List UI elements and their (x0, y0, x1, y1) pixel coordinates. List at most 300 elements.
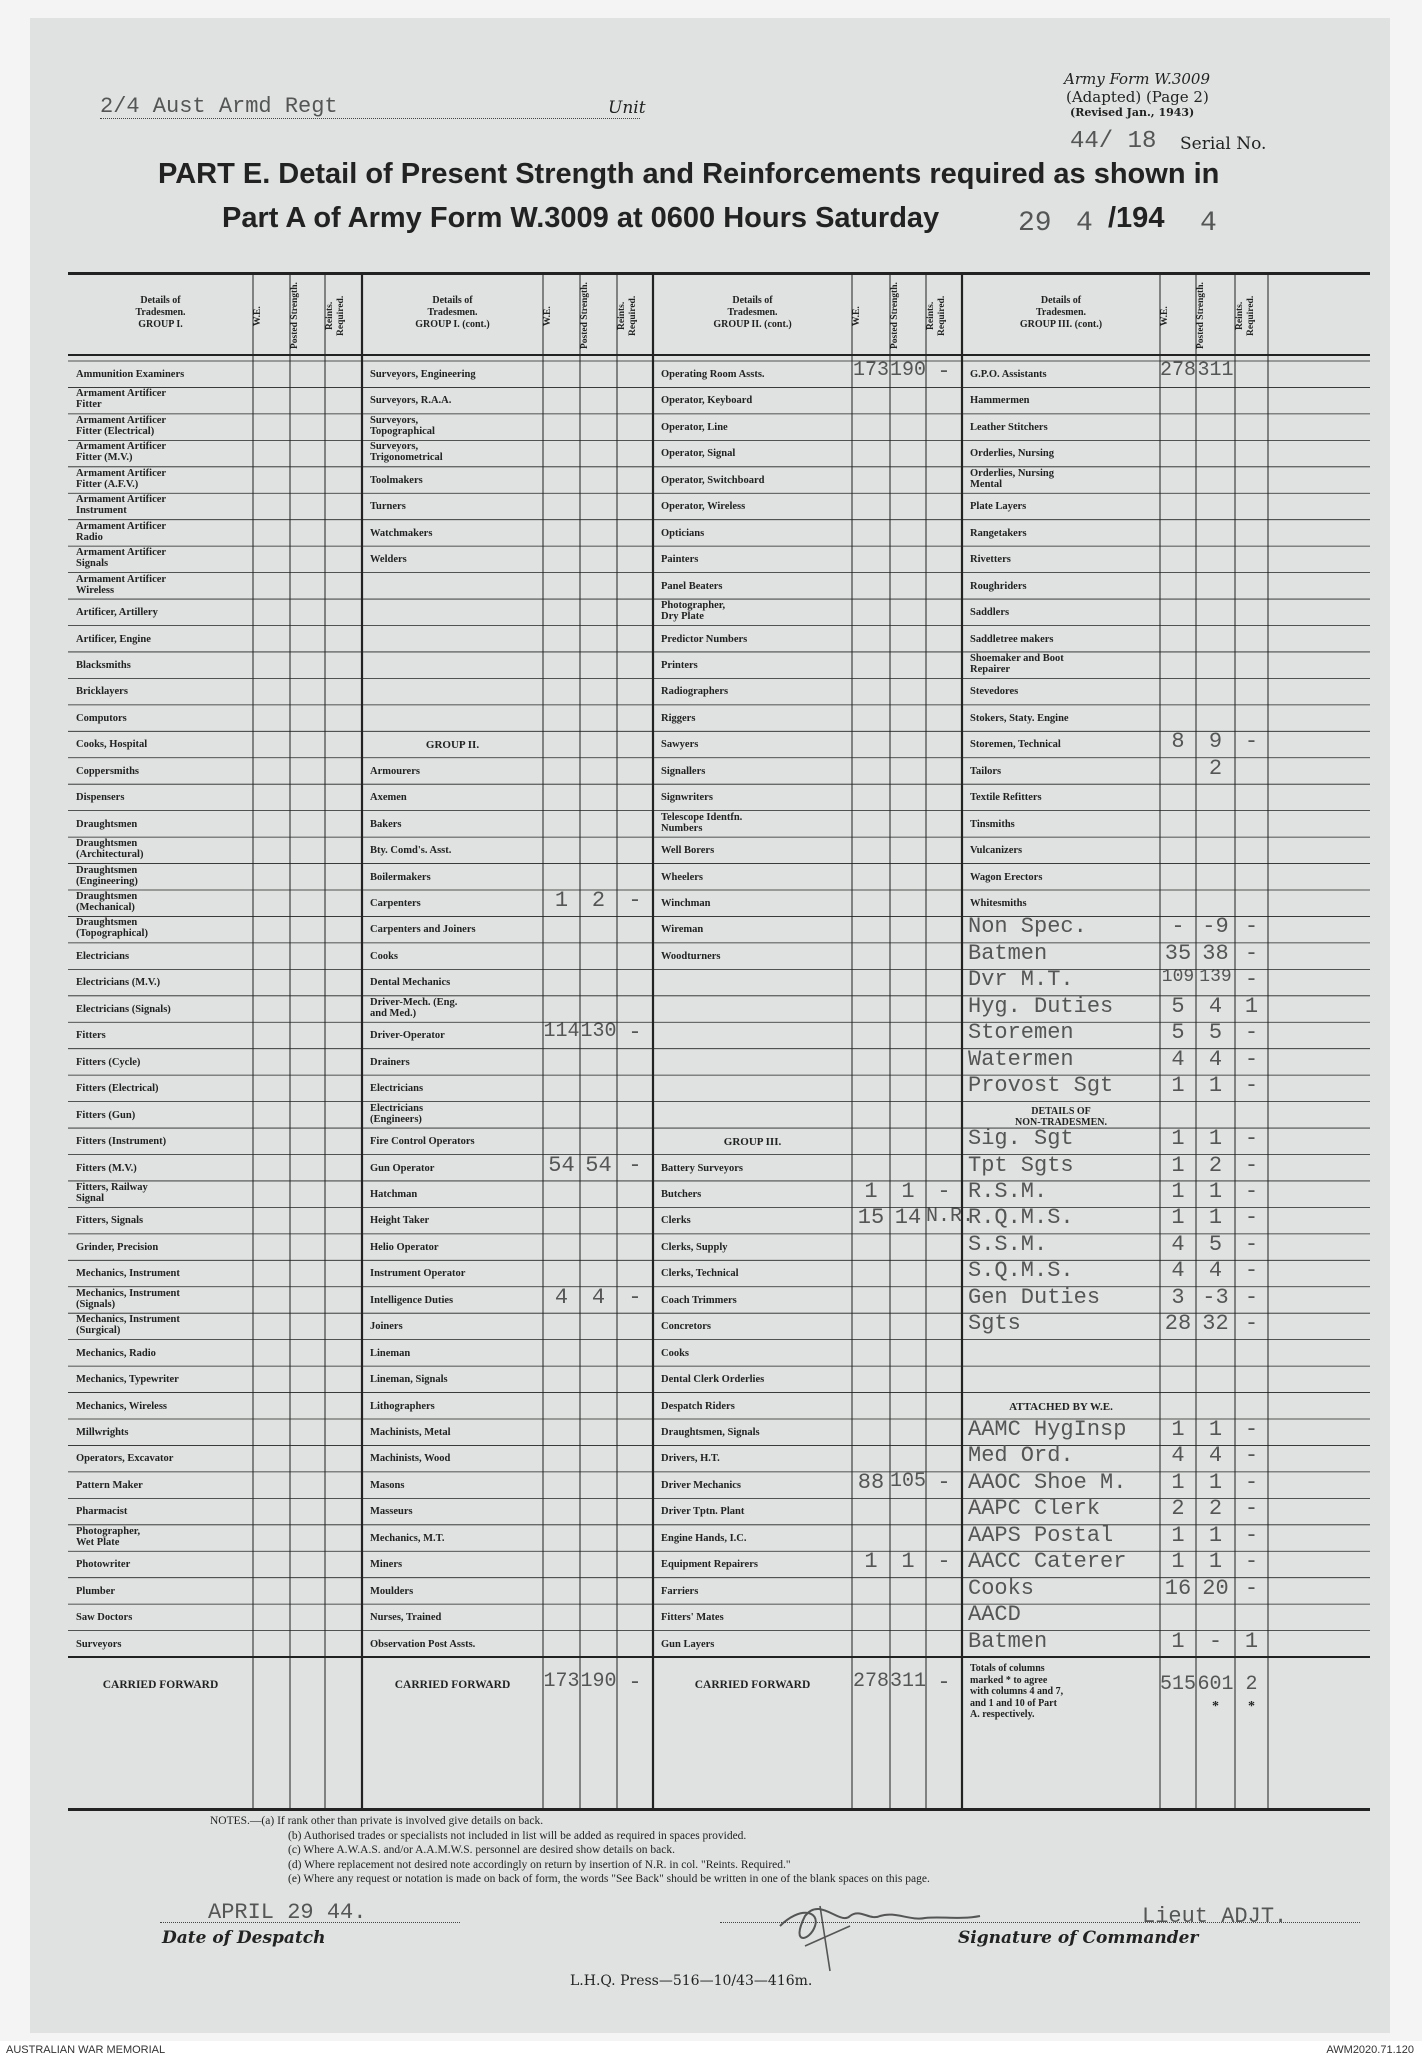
unit-dotted-line (100, 118, 640, 119)
group3-cont-label: Tailors (970, 765, 1002, 777)
archive-name: AUSTRALIAN WAR MEMORIAL (6, 2044, 166, 2056)
attached-label: AAOC Shoe M. (968, 1469, 1127, 1495)
attached-label: Med Ord. (968, 1443, 1074, 1469)
group2-cont-label: Riggers (661, 712, 696, 724)
carried-forward-g2-cont-value: - (937, 1669, 951, 1695)
group-header: Details of Tradesmen. GROUP II. (cont.) (713, 295, 792, 330)
group1-cont-label: Lithographers (370, 1400, 435, 1412)
strength-table (68, 272, 1370, 1811)
carried-forward-g1: CARRIED FORWARD (102, 1679, 219, 1692)
attached-req: - (1244, 1575, 1259, 1601)
note-line: (c) Where A.W.A.S. and/or A.A.M.W.S. personnel are desired show details on back. (288, 1844, 675, 1856)
intelligence-duties-entry: 4 (591, 1284, 606, 1310)
group1-label: Draughtsmen (Engineering) (76, 864, 138, 887)
non-tradesmen-posted: 4 (1208, 993, 1223, 1019)
attached-req: - (1244, 1443, 1259, 1469)
non-tradesmen-posted: 5 (1208, 1231, 1223, 1257)
note-line: (e) Where any request or notation is made on back of form, the words "See Back" should be written in one of the blank spaces on this page. (288, 1873, 930, 1885)
attached-label: Batmen (968, 1628, 1048, 1654)
date-year: 4 (1200, 208, 1217, 239)
attached-label: AAPS Postal (968, 1522, 1114, 1548)
group3-cont-label: Stokers, Staty. Engine (970, 712, 1069, 724)
group2-cont-label: Battery Surveyors (661, 1162, 743, 1174)
form-adapted: (Adapted) (Page 2) (1066, 88, 1209, 106)
non-tradesmen-we: 1 (1171, 1178, 1185, 1204)
group1-label: Draughtsmen (Topographical) (76, 917, 148, 940)
non-tradesmen-posted: 1 (1208, 1205, 1223, 1231)
non-tradesmen-we: 28 (1164, 1311, 1192, 1337)
unit-value: 2/4 Aust Armd Regt (100, 94, 338, 119)
group3-cont-label: Tinsmiths (970, 818, 1015, 830)
intelligence-duties-entry: 4 (554, 1284, 569, 1310)
totals-asterisk: * (1248, 1699, 1255, 1715)
group3-cont-label: Whitesmiths (970, 898, 1027, 909)
group3-cont-label: Shoemaker and Boot Repairer (970, 652, 1064, 675)
group1-label: Fitters (Instrument) (76, 1136, 167, 1148)
carried-forward-g2-cont-value: 278 (852, 1669, 889, 1693)
group2-cont-label: Coach Trimmers (661, 1294, 737, 1306)
group1-cont-label: Driver-Operator (370, 1030, 445, 1042)
serial-label: Serial No. (1180, 134, 1267, 154)
non-tradesmen-req: - (1244, 1020, 1259, 1046)
attached-posted: 1 (1208, 1469, 1223, 1495)
group1-cont-label: Miners (370, 1559, 403, 1571)
gun-operator-entry: - (628, 1152, 642, 1178)
intelligence-duties-entry: - (628, 1284, 642, 1310)
non-tradesmen-label: Sgts (968, 1311, 1021, 1337)
attached-label: Cooks (968, 1575, 1035, 1601)
commander-signature (760, 1886, 990, 1976)
operating-room-entry: 173 (852, 359, 889, 382)
group1-cont-label: Lineman (370, 1347, 411, 1359)
non-tradesmen-posted: 4 (1208, 1258, 1223, 1284)
group3-cont-label: Orderlies, Nursing Mental (970, 467, 1054, 490)
group1-cont-label: Carpenters (370, 898, 421, 909)
group1-cont-label: Driver-Mech. (Eng. and Med.) (370, 996, 458, 1019)
group-header: Details of Tradesmen. GROUP I. (135, 295, 186, 330)
driver-operator-entry: 130 (580, 1020, 617, 1044)
group1-cont-label: Electricians (370, 1083, 424, 1095)
attached-posted: 20 (1202, 1575, 1229, 1601)
group1-cont-label: Observation Post Assts. (370, 1638, 476, 1650)
non-tradesmen-req: - (1244, 1152, 1259, 1178)
clerks-entry: 15 (857, 1205, 885, 1231)
group2-cont-label: Engine Hands, I.C. (661, 1532, 747, 1544)
group1-label: Millwrights (76, 1427, 129, 1438)
driver-operator-entry: - (628, 1020, 642, 1046)
butchers-entry: 1 (901, 1178, 915, 1204)
gun-operator-entry: 54 (585, 1152, 612, 1178)
non-tradesmen-req: - (1244, 1231, 1259, 1257)
group1-cont-label: Surveyors, Topographical (370, 414, 435, 437)
carpenters-entry: 1 (554, 888, 569, 913)
group2-cont-label: Operator, Line (661, 421, 728, 433)
group2-cont-label: Clerks, Technical (661, 1268, 739, 1280)
group2-cont-label: Painters (661, 554, 699, 566)
signature-label: Signature of Commander (958, 1928, 1199, 1948)
non-tradesmen-heading: DETAILS OF NON-TRADESMEN. (1015, 1105, 1107, 1128)
non-tradesmen-we: - (1171, 914, 1185, 940)
group3-cont-label: Vulcanizers (970, 845, 1023, 857)
column-posted-strength: Posted Strength. (890, 282, 900, 350)
attached-label: AAMC HygInsp (968, 1417, 1127, 1442)
driver-mechanics-entry: - (937, 1469, 951, 1495)
non-tradesmen-req: - (1244, 1258, 1259, 1284)
group2-cont-label: Equipment Repairers (661, 1559, 758, 1571)
group2-cont-label: Signwriters (661, 792, 713, 804)
group1-label: Mechanics, Wireless (76, 1400, 167, 1412)
attached-req: 1 (1244, 1628, 1259, 1654)
non-tradesmen-posted: 1 (1208, 1126, 1223, 1152)
non-tradesmen-posted: 139 (1199, 967, 1232, 988)
group1-cont-label: Welders (370, 554, 407, 566)
column-reints-required: Reints. Required. (325, 295, 346, 337)
note-line: (d) Where replacement not desired note accordingly on return by insertion of N.R. in col. "Reints. Required." (288, 1858, 791, 1871)
non-tradesmen-label: Batmen (968, 940, 1048, 966)
group3-cont-label: Hammermen (970, 395, 1030, 407)
carried-forward-g1-cont: CARRIED FORWARD (394, 1679, 511, 1692)
attached-req: - (1244, 1469, 1259, 1495)
group2-cont-label: Butchers (661, 1188, 702, 1200)
carried-forward-g1-cont-value: 173 (543, 1669, 580, 1693)
group2-cont-label: Radiographers (661, 686, 729, 698)
carried-forward-g1-cont-value: - (628, 1669, 642, 1695)
totals-note: Totals of columns marked * to agree with columns 4 and 7, and 1 and 10 of Part A. respectively. (970, 1663, 1064, 1721)
group1-cont-label: Nurses, Trained (370, 1612, 442, 1624)
non-tradesmen-req: - (1244, 967, 1259, 993)
group1-cont-label: Machinists, Wood (370, 1453, 451, 1465)
non-tradesmen-label: Gen Duties (968, 1284, 1101, 1310)
column-posted-strength: Posted Strength. (290, 282, 300, 350)
storemen-technical-entry: 8 (1171, 729, 1185, 755)
carried-forward-g2-cont-value: 311 (890, 1669, 927, 1693)
group1-cont-label: Hatchman (370, 1188, 418, 1200)
group1-cont-label: Dental Mechanics (370, 977, 451, 989)
non-tradesmen-label: Provost Sgt (968, 1073, 1114, 1099)
group2-cont-label: Printers (661, 659, 698, 671)
equipment-repairers-entry: 1 (864, 1549, 878, 1575)
group1-label: Fitters (76, 1030, 106, 1042)
non-tradesmen-posted: -9 (1202, 914, 1229, 940)
group3-cont-label: Leather Stitchers (970, 421, 1048, 433)
carried-forward-g1-cont-value: 190 (580, 1669, 617, 1693)
group2-cont-label: Farriers (661, 1585, 699, 1597)
gun-operator-entry: 54 (548, 1152, 575, 1178)
group1-cont-label: Gun Operator (370, 1162, 435, 1174)
group3-cont-label: Orderlies, Nursing (970, 448, 1054, 460)
totals-value: 2 (1245, 1673, 1258, 1697)
group1-label: Armament Artificer Fitter (Electrical) (76, 414, 167, 437)
group2-cont-label: Signallers (661, 765, 706, 777)
group2-cont-label: Predictor Numbers (661, 633, 748, 645)
group3-cont-label: Textile Refitters (970, 792, 1042, 804)
attached-posted: 1 (1208, 1522, 1223, 1548)
totals-asterisk: * (1212, 1699, 1219, 1715)
group1-cont-label: Drainers (370, 1056, 410, 1068)
group1-label: Cooks, Hospital (76, 739, 148, 751)
group2-cont-label: Winchman (661, 898, 711, 909)
clerks-entry: 14 (894, 1205, 922, 1231)
group3-cont-label: Storemen, Technical (970, 739, 1061, 751)
group1-label: Fitters (Gun) (76, 1109, 136, 1121)
group1-label: Mechanics, Typewriter (76, 1374, 179, 1386)
group2-cont-label: Photographer, Dry Plate (661, 600, 726, 623)
press-imprint: L.H.Q. Press—516—10/43—416m. (570, 1973, 813, 1989)
non-tradesmen-label: Dvr M.T. (968, 967, 1074, 993)
group1-label: Pharmacist (76, 1506, 128, 1518)
signature-rank: Lieut ADJT. (1142, 1904, 1288, 1929)
operating-room-entry: 190 (890, 359, 927, 382)
group2-cont-label: Draughtsmen, Signals (661, 1427, 760, 1438)
group1-cont-label: Surveyors, Engineering (370, 369, 476, 380)
group1-label: Mechanics, Instrument (Surgical) (76, 1314, 180, 1337)
group3-cont-label: Roughriders (970, 580, 1027, 592)
non-tradesmen-req: - (1244, 940, 1259, 966)
non-tradesmen-we: 4 (1171, 1046, 1185, 1072)
non-tradesmen-label: Storemen (968, 1020, 1074, 1046)
non-tradesmen-we: 1 (1171, 1152, 1185, 1178)
carpenters-entry: - (628, 888, 642, 913)
group1-cont-label: Boilermakers (370, 871, 431, 883)
non-tradesmen-posted: 32 (1202, 1311, 1229, 1337)
group2-cont-label: Dental Clerk Orderlies (661, 1374, 765, 1386)
group1-cont-label: Masons (370, 1479, 405, 1491)
butchers-entry: - (937, 1178, 951, 1204)
group1-cont-label: Joiners (370, 1321, 403, 1333)
non-tradesmen-req: - (1244, 1205, 1259, 1231)
group3-cont-label: Stevedores (970, 686, 1019, 698)
gpo-assistants-entry: 311 (1197, 359, 1234, 382)
group1-label: Artificer, Artillery (76, 607, 158, 619)
non-tradesmen-req: - (1244, 1311, 1259, 1337)
storemen-technical-entry: - (1244, 729, 1259, 755)
group-ii-heading: GROUP II. (425, 739, 480, 752)
column-posted-strength: Posted Strength. (580, 282, 590, 350)
non-tradesmen-we: 1 (1171, 1205, 1185, 1231)
non-tradesmen-req: - (1244, 1284, 1259, 1310)
attached-posted: 4 (1208, 1443, 1223, 1469)
group-header: Details of Tradesmen. GROUP III. (cont.) (1019, 295, 1103, 330)
group1-cont-label: Surveyors, R.A.A. (370, 395, 452, 407)
carpenters-entry: 2 (591, 888, 606, 913)
group1-label: Draughtsmen (76, 818, 138, 830)
despatch-label: Date of Despatch (162, 1928, 326, 1948)
non-tradesmen-posted: 1 (1208, 1073, 1223, 1099)
group2-cont-label: Woodturners (661, 950, 721, 962)
group1-label: Blacksmiths (76, 659, 131, 671)
non-tradesmen-label: R.Q.M.S. (968, 1205, 1074, 1231)
signature-line (720, 1922, 1360, 1923)
clerks-entry: N.R. (926, 1205, 975, 1229)
form-sheet (30, 18, 1390, 2033)
group2-cont-label: Operator, Keyboard (661, 395, 753, 407)
attached-we: 2 (1171, 1496, 1185, 1522)
group1-label: Plumber (76, 1585, 116, 1597)
group1-label: Fitters (M.V.) (76, 1162, 137, 1174)
non-tradesmen-label: S.Q.M.S. (968, 1258, 1074, 1284)
group1-cont-label: Bakers (370, 818, 402, 830)
group1-cont-label: Lineman, Signals (370, 1374, 448, 1386)
attached-by-we-heading: ATTACHED BY W.E. (1009, 1400, 1113, 1413)
title-line-2: Part A of Army Form W.3009 at 0600 Hours Saturday (222, 202, 940, 234)
column-reints-required: Reints. Required. (1235, 295, 1256, 337)
non-tradesmen-we: 1 (1171, 1073, 1185, 1099)
non-tradesmen-label: Watermen (968, 1046, 1074, 1072)
attached-posted: - (1208, 1628, 1223, 1654)
group1-cont-label: Watchmakers (370, 527, 433, 539)
group2-cont-label: Drivers, H.T. (661, 1453, 720, 1465)
group1-label: Photowriter (76, 1559, 131, 1571)
group2-cont-label: Operator, Wireless (661, 501, 746, 513)
group1-cont-label: Electricians (Engineers) (370, 1102, 424, 1125)
group1-cont-label: Toolmakers (370, 474, 423, 486)
non-tradesmen-req: - (1244, 1178, 1259, 1204)
group1-cont-label: Armourers (370, 765, 420, 777)
operating-room-entry: - (937, 359, 951, 384)
group2-cont-label: Despatch Riders (661, 1400, 735, 1412)
group1-label: Pattern Maker (76, 1479, 143, 1491)
group2-cont-label: Clerks (661, 1215, 691, 1227)
archive-reference: AWM2020.71.120 (1326, 2044, 1414, 2056)
form-number: Army Form W.3009 (1064, 70, 1210, 88)
group1-label: Grinder, Precision (76, 1241, 159, 1253)
attached-req: - (1244, 1496, 1259, 1522)
group2-cont-label: Operating Room Assts. (661, 369, 765, 380)
equipment-repairers-entry: - (937, 1549, 951, 1575)
non-tradesmen-req: - (1244, 1126, 1259, 1152)
group1-cont-label: Helio Operator (370, 1241, 439, 1253)
group1-label: Surveyors (76, 1638, 122, 1650)
attached-label: AACD (968, 1602, 1021, 1628)
totals-value: 601 (1197, 1673, 1234, 1697)
non-tradesmen-posted: 4 (1208, 1046, 1223, 1072)
attached-we: 1 (1171, 1628, 1185, 1654)
attached-we: 1 (1171, 1417, 1185, 1442)
non-tradesmen-label: S.S.M. (968, 1231, 1048, 1257)
non-tradesmen-we: 3 (1171, 1284, 1185, 1310)
group2-cont-label: Driver Mechanics (661, 1479, 741, 1491)
group1-label: Electricians (Signals) (76, 1003, 171, 1015)
non-tradesmen-posted: 1 (1208, 1178, 1223, 1204)
group1-label: Coppersmiths (76, 765, 140, 777)
date-day: 29 (1018, 208, 1052, 239)
group1-label: Photographer, Wet Plate (76, 1525, 141, 1548)
non-tradesmen-we: 5 (1171, 993, 1185, 1019)
group-iii-heading: GROUP III. (723, 1136, 782, 1149)
non-tradesmen-we: 4 (1171, 1231, 1185, 1257)
non-tradesmen-posted: 2 (1208, 1152, 1223, 1178)
non-tradesmen-label: Non Spec. (968, 914, 1087, 940)
group3-cont-label: Saddlers (970, 607, 1010, 619)
column-posted-strength: Posted Strength. (1196, 282, 1206, 350)
group3-cont-label: Wagon Erectors (970, 871, 1043, 883)
group2-cont-label: Telescope Identfn. Numbers (661, 811, 743, 834)
group1-label: Draughtsmen (Mechanical) (76, 891, 138, 913)
group1-label: Armament Artificer Fitter (M.V.) (76, 441, 167, 464)
column-we: W.E. (253, 306, 263, 326)
group3-cont-label: Rangetakers (970, 527, 1027, 539)
group1-label: Armament Artificer Wireless (76, 573, 167, 596)
equipment-repairers-entry: 1 (901, 1549, 915, 1575)
attached-we: 1 (1171, 1549, 1185, 1575)
non-tradesmen-we: 1 (1171, 1126, 1185, 1152)
group1-label: Armament Artificer Signals (76, 547, 167, 570)
attached-req: - (1244, 1417, 1259, 1442)
group1-label: Operators, Excavator (76, 1453, 174, 1465)
group2-cont-label: Panel Beaters (661, 580, 723, 592)
butchers-entry: 1 (864, 1178, 878, 1204)
group1-label: Fitters, Signals (76, 1215, 144, 1227)
non-tradesmen-req: 1 (1244, 993, 1259, 1019)
non-tradesmen-label: Tpt Sgts (968, 1152, 1074, 1178)
group1-label: Armament Artificer Instrument (76, 494, 167, 517)
unit-label: Unit (608, 98, 646, 118)
attached-req: - (1244, 1549, 1259, 1575)
group1-label: Fitters (Cycle) (76, 1056, 141, 1068)
form-revised: (Revised Jan., 1943) (1070, 106, 1195, 119)
non-tradesmen-label: Hyg. Duties (968, 993, 1114, 1019)
non-tradesmen-req: - (1244, 1073, 1259, 1099)
group1-cont-label: Turners (370, 501, 406, 513)
attached-req: - (1244, 1522, 1259, 1548)
group1-label: Ammunition Examiners (76, 369, 185, 380)
non-tradesmen-we: 4 (1171, 1258, 1185, 1284)
non-tradesmen-req: - (1244, 1046, 1259, 1072)
group1-label: Armament Artificer Radio (76, 520, 167, 543)
serial-value: 44/ 18 (1070, 128, 1157, 155)
attached-posted: 1 (1208, 1417, 1223, 1442)
group2-cont-label: Cooks (661, 1347, 690, 1359)
attached-posted: 1 (1208, 1549, 1223, 1575)
group1-cont-label: Moulders (370, 1585, 414, 1597)
non-tradesmen-posted: 5 (1208, 1020, 1223, 1046)
despatch-line (160, 1922, 460, 1923)
carried-forward-g2-cont: CARRIED FORWARD (694, 1679, 811, 1692)
non-tradesmen-label: Sig. Sgt (968, 1126, 1074, 1152)
driver-operator-entry: 114 (543, 1020, 580, 1044)
group1-label: Armament Artificer Fitter (A.F.V.) (76, 467, 167, 490)
column-we: W.E. (543, 306, 553, 326)
group1-cont-label: Cooks (370, 950, 399, 962)
attached-posted: 2 (1208, 1496, 1223, 1522)
group1-cont-label: Machinists, Metal (370, 1427, 451, 1438)
group2-cont-label: Opticians (661, 527, 705, 539)
group1-label: Draughtsmen (Architectural) (76, 838, 144, 861)
column-reints-required: Reints. Required. (617, 295, 638, 337)
group3-cont-label: Plate Layers (970, 501, 1027, 513)
title-line-1: PART E. Detail of Present Strength and Reinforcements required as shown in (158, 158, 1220, 190)
group1-label: Fitters, Railway Signal (76, 1181, 148, 1204)
attached-we: 4 (1171, 1443, 1185, 1469)
group1-label: Armament Artificer Fitter (76, 388, 167, 411)
archive-footer (0, 2041, 1422, 2061)
note-line: NOTES.—(a) If rank other than private is involved give details on back. (210, 1815, 544, 1827)
non-tradesmen-posted: -3 (1202, 1284, 1229, 1310)
group2-cont-label: Wireman (661, 924, 704, 936)
group2-cont-label: Operator, Signal (661, 448, 736, 460)
group2-cont-label: Driver Tptn. Plant (661, 1506, 745, 1518)
group-header: Details of Tradesmen. GROUP I. (cont.) (415, 295, 490, 330)
group2-cont-label: Gun Layers (661, 1638, 715, 1650)
date-month: 4 (1076, 208, 1093, 239)
group1-label: Artificer, Engine (76, 633, 151, 645)
date-prefix: /194 (1108, 202, 1165, 234)
group2-cont-label: Well Borers (661, 845, 715, 857)
group1-label: Dispensers (76, 792, 125, 804)
group1-label: Saw Doctors (76, 1612, 133, 1624)
group2-cont-label: Concretors (661, 1321, 711, 1333)
non-tradesmen-we: 109 (1161, 967, 1195, 988)
